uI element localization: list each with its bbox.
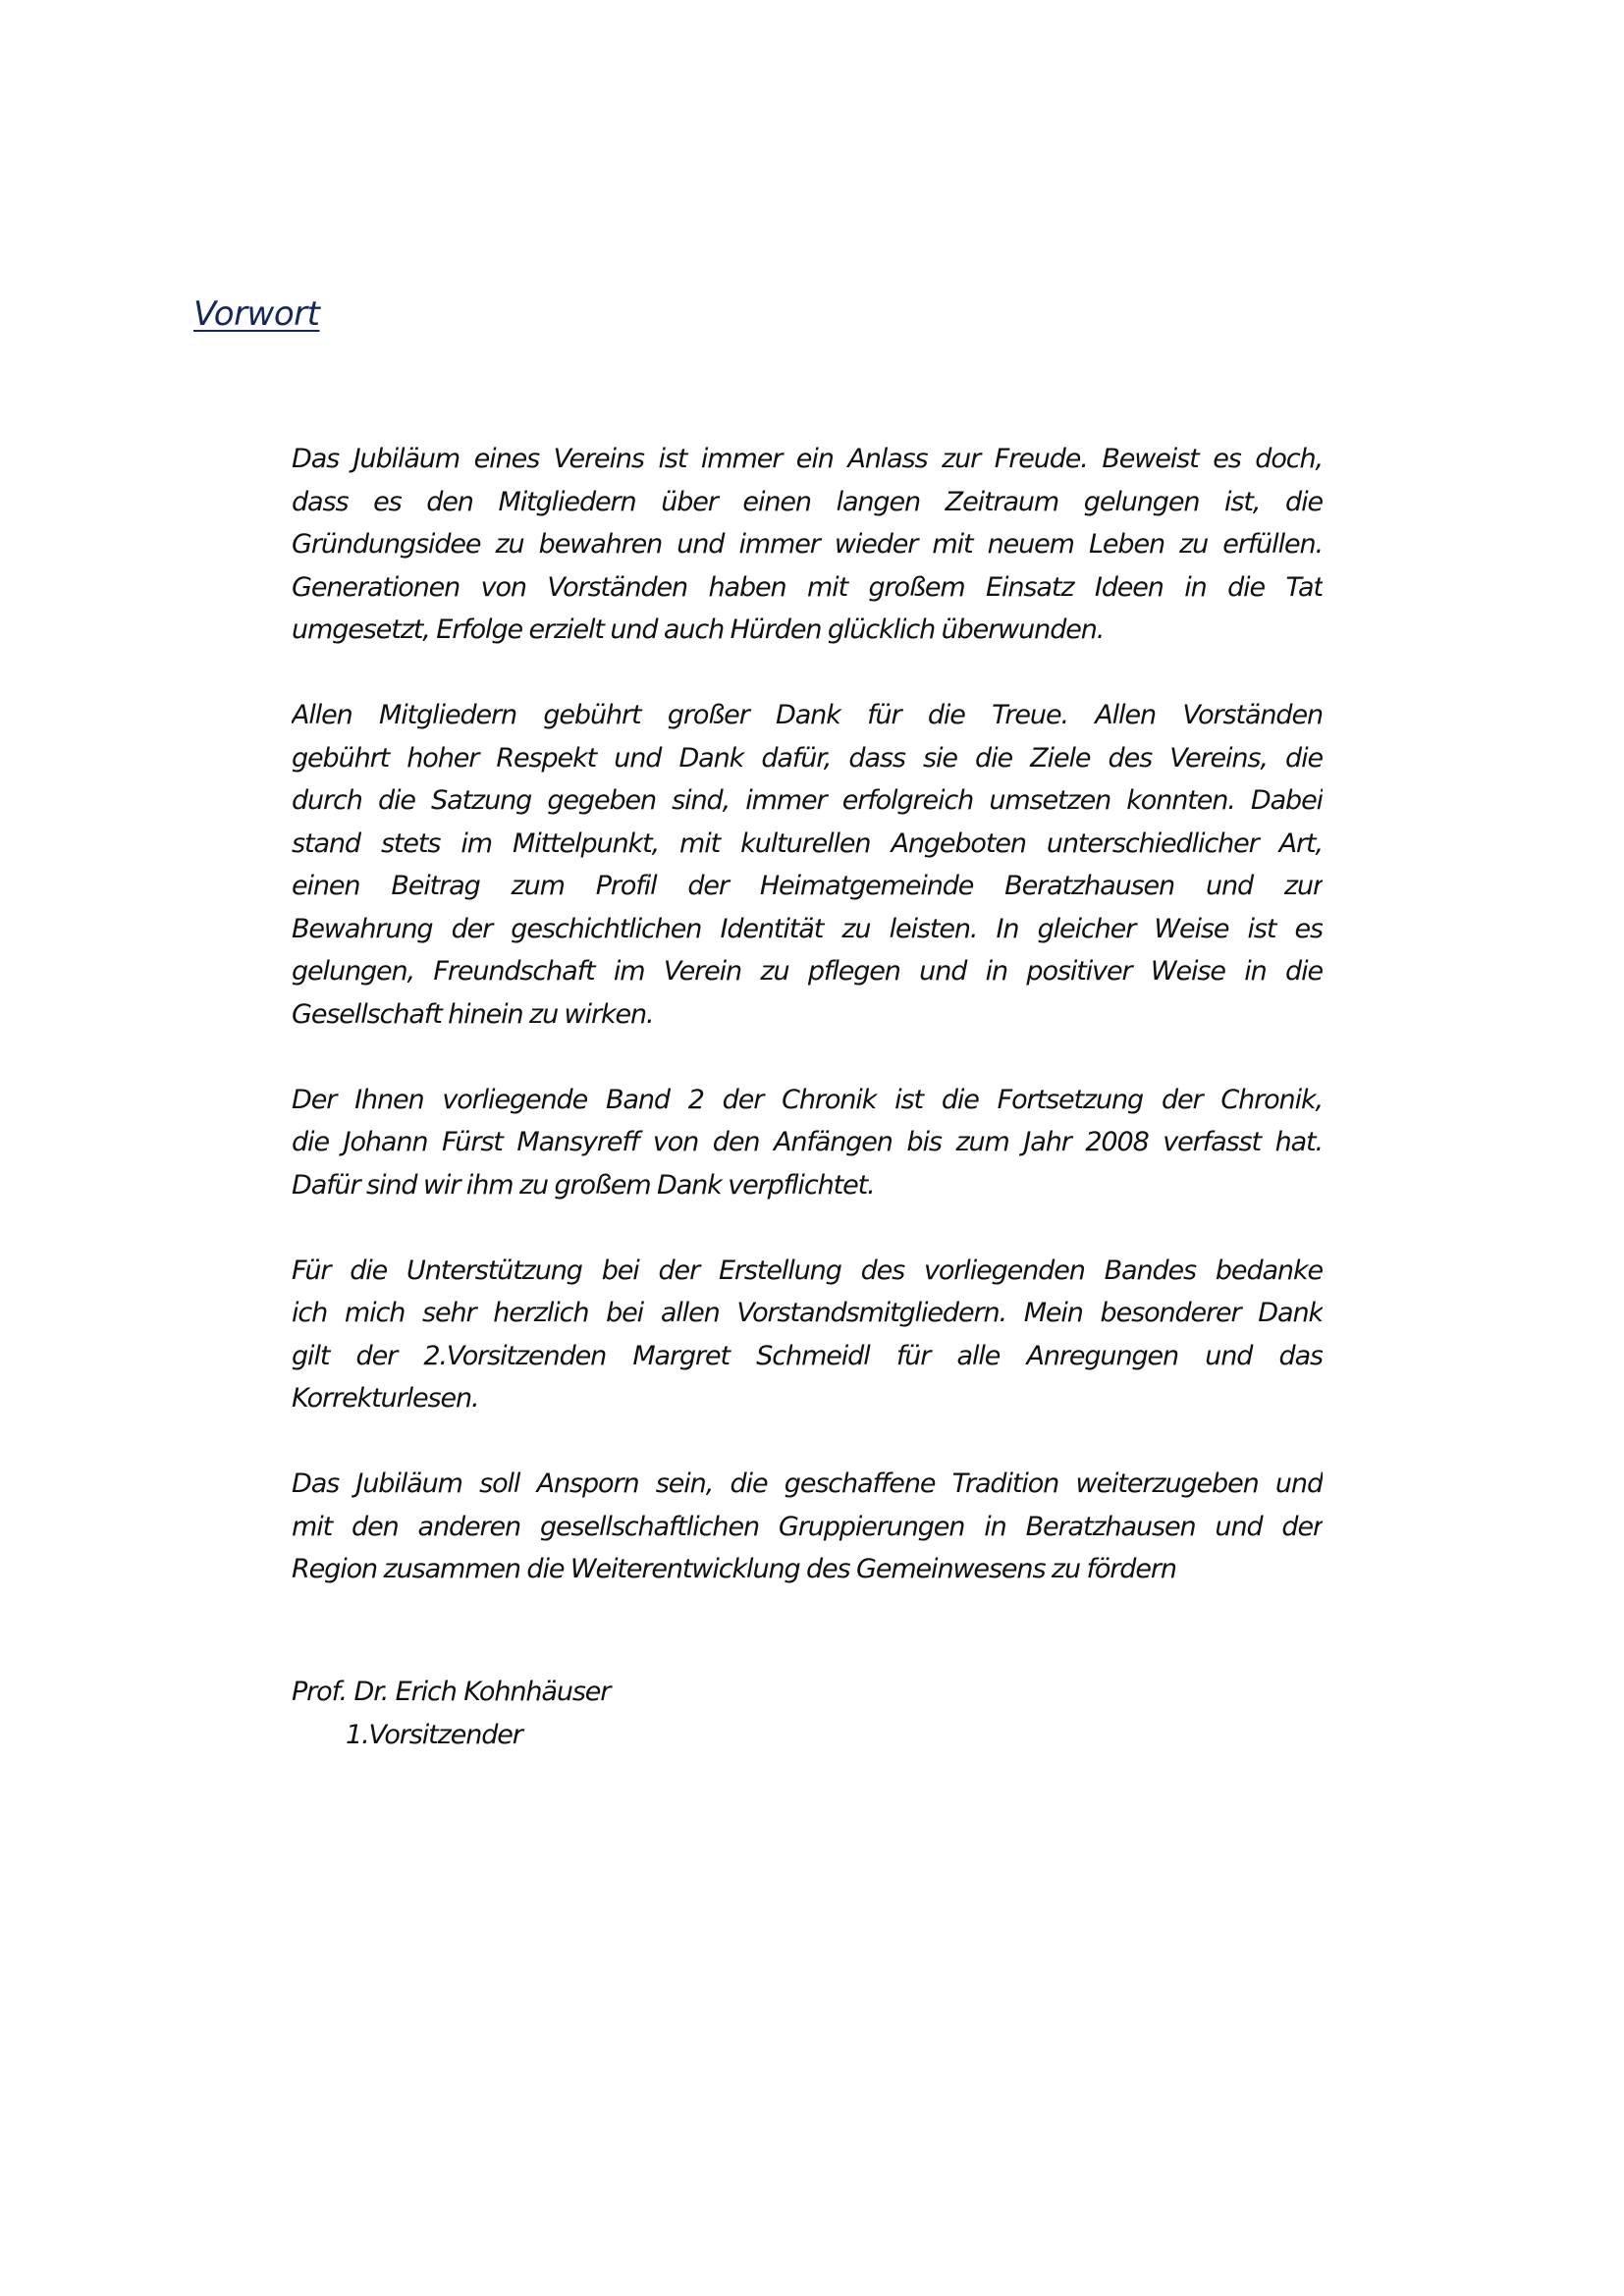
text-line: gebührt hoher Respekt und Dank dafür, dass sie die Ziele des Vereins, die — [292, 742, 1323, 774]
text-line: die Johann Fürst Mansyreff von den Anfängen bis zum Jahr 2008 verfasst hat. — [292, 1127, 1323, 1157]
signature-role: 1.Vorsitzender — [346, 1719, 522, 1750]
text-line: dass es den Mitgliedern über einen langen Zeitraum gelungen ist, die — [292, 486, 1323, 517]
body-text — [292, 438, 1323, 1633]
text-line: ich mich sehr herzlich bei allen Vorstandsmitgliedern. Mein besonderer Dank — [292, 1298, 1323, 1328]
text-line: Gründungsidee zu bewahren und immer wieder mit neuem Leben zu erfüllen. — [292, 529, 1323, 560]
paragraph-5 — [292, 1463, 1323, 1591]
text-line: Das Jubiläum eines Vereins ist immer ein Anlass zur Freude. Beweist es doch, — [292, 444, 1323, 474]
signature-name: Prof. Dr. Erich Kohnhäuser — [292, 1677, 611, 1707]
paragraph-4 — [292, 1250, 1323, 1420]
text-line: Bewahrung der geschichtlichen Identität zu leisten. In gleicher Weise ist es — [292, 913, 1323, 944]
text-line: gelungen, Freundschaft im Verein zu pflegen und in positiver Weise in die — [292, 956, 1323, 987]
paragraph-3 — [292, 1079, 1323, 1207]
text-line: Generationen von Vorständen haben mit großem Einsatz Ideen in die Tat — [292, 571, 1323, 603]
page-title: Vorwort — [193, 294, 320, 334]
text-line: Dafür sind wir ihm zu großem Dank verpflichtet. — [292, 1169, 875, 1201]
text-line: durch die Satzung gegeben sind, immer erfolgreich umsetzen konnten. Dabei — [292, 785, 1323, 816]
text-line: mit den anderen gesellschaftlichen Gruppierungen in Beratzhausen und der — [292, 1511, 1323, 1542]
text-line: gilt der 2.Vorsitzenden Margret Schmeidl für alle Anregungen und das — [292, 1340, 1323, 1371]
text-line: Region zusammen die Weiterentwicklung des Gemeinwesens zu fördern — [292, 1554, 1176, 1584]
text-line: Allen Mitgliedern gebührt großer Dank für die Treue. Allen Vorständen — [292, 700, 1323, 730]
text-line: umgesetzt, Erfolge erzielt und auch Hürden glücklich überwunden. — [292, 614, 1105, 645]
paragraph-1 — [292, 438, 1323, 652]
text-line: Gesellschaft hinein zu wirken. — [292, 998, 654, 1030]
text-line: Korrekturlesen. — [292, 1383, 479, 1414]
text-line: Das Jubiläum soll Ansporn sein, die geschaffene Tradition weiterzugeben und — [292, 1468, 1323, 1499]
text-line: stand stets im Mittelpunkt, mit kulturellen Angeboten unterschiedlicher Art, — [292, 828, 1323, 859]
text-line: einen Beitrag zum Profil der Heimatgemeinde Beratzhausen und zur — [292, 871, 1323, 901]
paragraph-2 — [292, 694, 1323, 1036]
text-line: Für die Unterstützung bei der Erstellung des vorliegenden Bandes bedanke — [292, 1255, 1323, 1286]
signature-block — [292, 1671, 610, 1756]
text-line: Der Ihnen vorliegende Band 2 der Chronik ist die Fortsetzung der Chronik, — [292, 1084, 1323, 1115]
